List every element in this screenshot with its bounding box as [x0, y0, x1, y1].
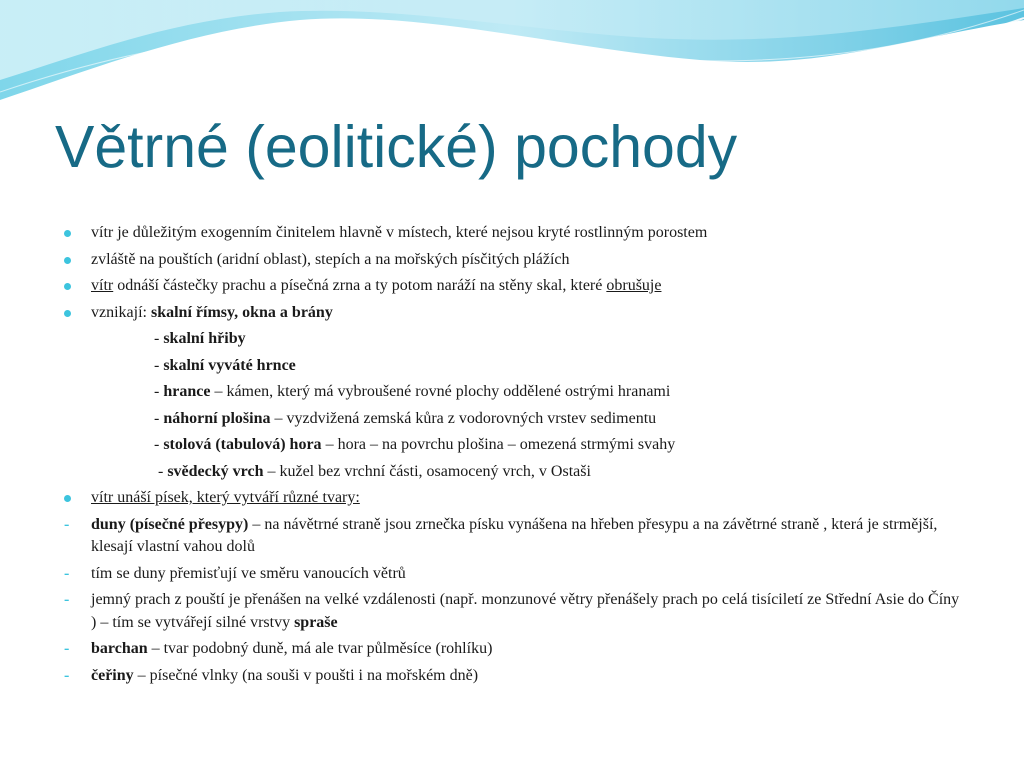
- list-item: [62, 638, 962, 661]
- dash-bullet-icon: -: [64, 515, 70, 533]
- item-dash: -: [154, 383, 164, 400]
- item-text: jemný prach z pouští je přenášen na velké vzdálenosti (např. monzunové větry přenášely prach po celá tisíciletí ze Střední Asie do Číny ) – tím se vytvářejí silné vrstvy: [91, 591, 960, 631]
- item-text: – kužel bez vrchní části, osamocený vrch, v Ostaši: [263, 462, 591, 480]
- decorative-wave-header: [0, 0, 1024, 120]
- item-bold-text: barchan: [91, 640, 148, 657]
- item-bold-text: duny (písečné přesypy): [91, 515, 249, 533]
- item-bold-text: skalní vyváté hrnce: [163, 356, 296, 374]
- item-dash: -: [158, 462, 168, 480]
- slide-content: [62, 222, 962, 691]
- item-bold-text: svědecký vrch: [167, 462, 264, 480]
- item-dash: -: [154, 436, 164, 453]
- list-item: [62, 275, 962, 298]
- item-bold-text: náhorní plošina: [163, 409, 271, 427]
- sub-item: [62, 328, 962, 351]
- item-text: vítr je důležitým exogenním činitelem hlavně v místech, které nejsou kryté rostlinným porostem: [91, 224, 708, 241]
- dash-bullet-icon: -: [64, 666, 70, 684]
- sub-item: [62, 434, 962, 457]
- item-underlined-text: vítr unáší písek, který vytváří různé tvary:: [91, 489, 360, 506]
- list-item: [62, 563, 962, 586]
- sub-item: [62, 381, 962, 404]
- item-dash: -: [154, 330, 164, 347]
- item-text: – hora – na povrchu plošina – omezená strmými svahy: [321, 436, 676, 453]
- item-bold-text: čeřiny: [91, 666, 134, 684]
- item-underlined-text: vítr: [91, 277, 114, 294]
- item-text: – kámen, který má vybroušené rovné plochy oddělené ostrými hranami: [210, 383, 671, 400]
- list-item: [62, 249, 962, 272]
- list-item: [62, 514, 962, 559]
- dash-bullet-icon: -: [64, 640, 70, 657]
- item-text: – vyzdvižená zemská kůra z vodorovných vrstev sedimentu: [270, 409, 657, 427]
- item-text: – tvar podobný duně, má ale tvar půlměsíce (rohlíku): [147, 640, 493, 657]
- item-underlined-text: obrušuje: [606, 277, 662, 294]
- item-bold-text: hrance: [163, 383, 211, 400]
- bullet-dot-icon: [64, 257, 71, 264]
- item-dash: -: [154, 356, 164, 374]
- sub-item: [62, 461, 962, 484]
- item-bold-text: skalní hřiby: [163, 330, 246, 347]
- item-text: tím se duny přemisťují ve směru vanoucích větrů: [91, 564, 406, 582]
- item-bold-text: skalní římsy, okna a brány: [150, 303, 333, 321]
- bullet-dot-icon: [64, 495, 71, 502]
- sub-item: [62, 355, 962, 378]
- item-text: – na návětrné straně jsou zrnečka písku vynášena na hřeben přesypu a na závětrné straně , která je strmější, klesají vlastní vahou dolů: [91, 515, 938, 555]
- list-item: [62, 665, 962, 688]
- slide-title: Větrné (eolitické) pochody: [55, 114, 738, 180]
- item-text: – písečné vlnky (na souši v poušti i na mořském dně): [133, 666, 479, 684]
- item-text: odnáší částečky prachu a písečná zrna a ty potom naráží na stěny skal, které: [113, 277, 607, 294]
- list-item: [62, 222, 962, 245]
- bullet-dot-icon: [64, 230, 71, 237]
- dash-bullet-icon: -: [64, 564, 70, 582]
- item-dash: -: [154, 409, 164, 427]
- item-bold-text: spraše: [294, 613, 338, 631]
- item-text: zvláště na pouštích (aridní oblast), stepích a na mořských písčitých plážích: [91, 250, 570, 268]
- dash-bullet-icon: -: [64, 591, 70, 608]
- bullet-dot-icon: [64, 310, 71, 317]
- item-bold-text: stolová (tabulová) hora: [163, 436, 322, 453]
- sub-item: [62, 408, 962, 431]
- bullet-dot-icon: [64, 283, 71, 290]
- list-item: [62, 589, 962, 634]
- list-item: [62, 302, 962, 325]
- item-text: vznikají:: [91, 303, 151, 321]
- list-item: [62, 487, 962, 510]
